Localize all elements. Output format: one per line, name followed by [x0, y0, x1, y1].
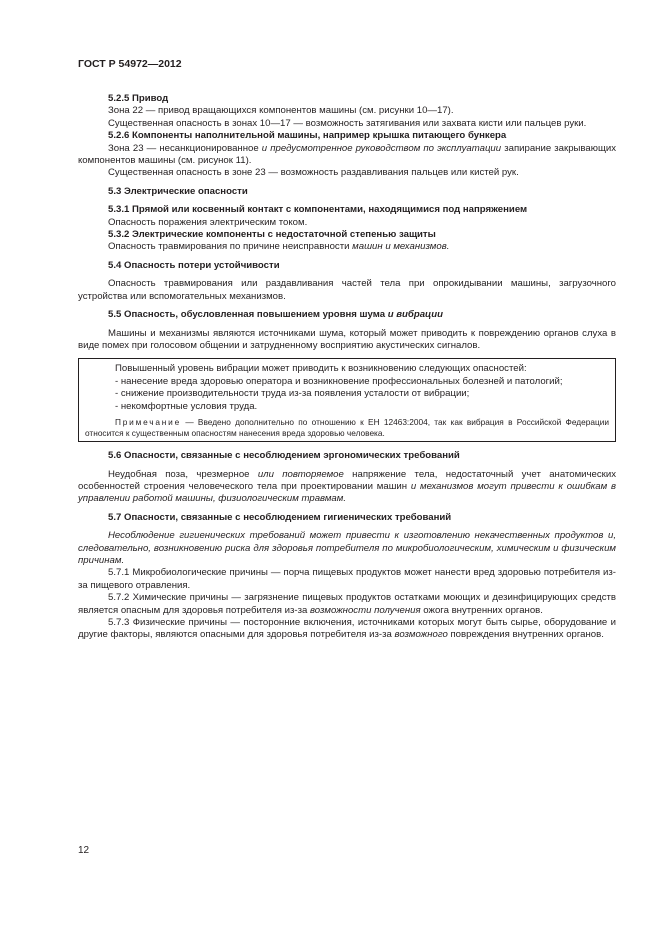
heading-5-2-5: 5.2.5 Привод [108, 93, 169, 104]
paragraph: 5.7.1 Микробиологические причины — порча пищевых продуктов может нанести вред здоровью потребителя из-за пищевого отравления. [78, 567, 616, 591]
vibration-box [78, 358, 616, 442]
heading-5-5 [78, 309, 616, 321]
paragraph [78, 241, 616, 253]
italic-run: или повторяемое [257, 468, 344, 480]
paragraph [78, 143, 616, 168]
paragraph [78, 469, 616, 506]
italic-run: и механизмов могут привести к ошибкам в управлении работой машины, физиологическим травмам. [78, 480, 616, 505]
paragraph: Машины и механизмы являются источниками шума, который может приводить к повреждению органов слуха в виде помех при голосовом общении и затрудненному восприятию акустических сигналов. [78, 327, 616, 351]
page-number: 12 [78, 845, 90, 856]
text-run: ожога внутренних органов. [420, 604, 543, 616]
italic-run: возможного [394, 629, 448, 641]
paragraph: Существенная опасность в зонах 10—17 — возможность затягивания или захвата кисти или пальцев руки. [108, 117, 587, 129]
italic-run: возможности получения [310, 604, 421, 616]
text-run: Опасность травмирования по причине неисправности [108, 241, 353, 253]
paragraph: Опасность поражения электрическим током. [108, 216, 308, 228]
paragraph: Существенная опасность в зоне 23 — возможность раздавливания пальцев или кистей рук. [108, 167, 519, 179]
italic-run: машин и механизмов. [352, 241, 450, 253]
heading-5-4: 5.4 Опасность потери устойчивости [108, 259, 280, 271]
note-label: Примечание [115, 416, 182, 427]
italic-run: и предусмотренное руководством по эксплуатации [261, 142, 502, 154]
note-text: — Введено дополнительно по отношению к ЕН 12463:2004, так как вибрация в Российской Федерации относится к существенным опасностям нанесения вреда здоровью человека. [85, 416, 609, 438]
italic-run: Несоблюдение гигиенических требований может привести к изготовлению некачественных продуктов и, следовательно, возникновению риска для здоровья потребителя по микробиологическим, химическим и физическим причинам. [78, 530, 616, 566]
paragraph: Зона 22 — привод вращающихся компонентов машины (см. рисунки 10—17). [108, 105, 454, 117]
paragraph [78, 530, 616, 567]
italic-run: и вибрации [387, 309, 443, 321]
text-run: напряжение тела, недостаточный учет анатомических особенностей строения человеческого тела при проектировании машин [78, 468, 617, 492]
heading-5-3: 5.3 Электрические опасности [108, 185, 248, 197]
document-header: ГОСТ Р 54972—2012 [78, 58, 182, 70]
document-body [78, 93, 616, 642]
box-item: - некомфортные условия труда. [115, 400, 258, 412]
text-run: Зона 23 — несанкционированное [108, 142, 262, 154]
paragraph [78, 617, 616, 642]
box-item: - снижение производительности труда из-за появления усталости от вибрации; [115, 388, 470, 400]
paragraph [78, 592, 616, 617]
paragraph: Опасность травмирования или раздавливания частей тела при опрокидывании машины, загрузочного устройства или вспомогательных механизмов. [78, 278, 616, 302]
box-intro: Повышенный уровень вибрации может приводить к возникновению следующих опасностей: [115, 363, 527, 375]
text-run: запирание закрывающих компонентов машины (см. рисунок 11). [78, 142, 616, 167]
box-item: - нанесение вреда здоровью оператора и возникновение профессиональных болезней и патологий; [115, 375, 563, 387]
heading-5-2-6: 5.2.6 Компоненты наполнительной машины, например крышка питающего бункера [108, 130, 507, 142]
text-run: 5.7.3 Физические причины — посторонние включения, источниками которых могут быть сырье, оборудование и другие факторы, являются опасными для здоровья потребителя из-за [78, 617, 616, 641]
box-note [85, 417, 609, 438]
text-run: Неудобная поза, чрезмерное [108, 468, 258, 480]
heading-5-3-1: 5.3.1 Прямой или косвенный контакт с компонентами, находящимися под напряжением [108, 204, 528, 216]
heading-5-7: 5.7 Опасности, связанные с несоблюдением гигиенических требований [108, 511, 452, 523]
text-run: 5.5 Опасность, обусловленная повышением уровня шума [108, 309, 388, 321]
heading-5-3-2: 5.3.2 Электрические компоненты с недостаточной степенью защиты [108, 229, 436, 241]
heading-5-6: 5.6 Опасности, связанные с несоблюдением эргономических требований [108, 450, 460, 462]
text-run: 5.7.2 Химические причины — загрязнение пищевых продуктов остатками моющих и дезинфицирующих средств является опасным для здоровья потребителя из-за [78, 592, 616, 616]
text-run: повреждения внутренних органов. [447, 629, 604, 641]
